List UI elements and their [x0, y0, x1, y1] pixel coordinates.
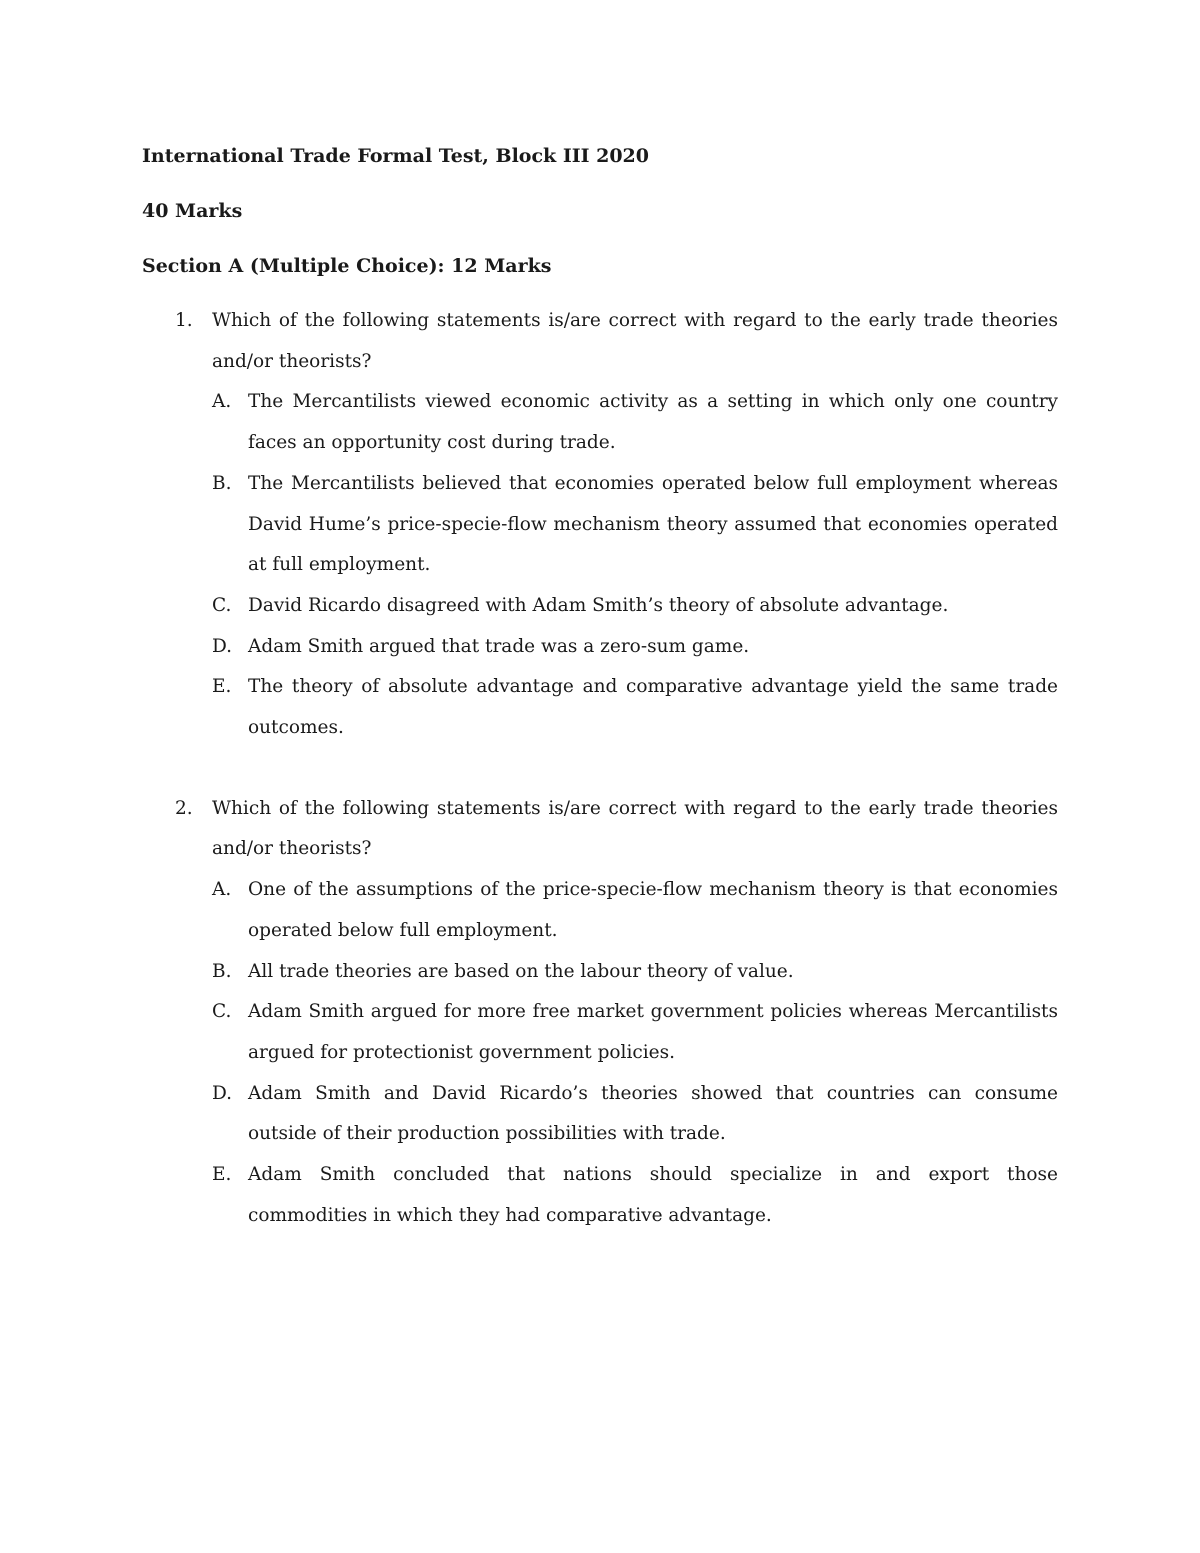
option-letter: C. — [212, 594, 232, 616]
option-text: The Mercantilists believed that economies operated below full employment whereas David Hume’s price-specie-flow mechanism theory assumed that economies operated at full employment. — [248, 472, 1058, 576]
option-letter: B. — [212, 472, 232, 494]
question-text: Which of the following statements is/are correct with regard to the early trade theories and/or theorists? — [212, 797, 1058, 860]
option-letter: D. — [212, 635, 233, 657]
section-heading: Section A (Multiple Choice): 12 Marks — [142, 255, 552, 277]
question-list — [142, 301, 1058, 1236]
option-text: All trade theories are based on the labour theory of value. — [248, 960, 794, 982]
option-letter: E. — [212, 676, 232, 698]
option-1d — [212, 627, 1058, 668]
option-text: David Ricardo disagreed with Adam Smith’s theory of absolute advantage. — [248, 594, 949, 616]
option-2c — [212, 992, 1058, 1073]
option-1b — [212, 464, 1058, 586]
option-text: Adam Smith concluded that nations should specialize in and export those commodities in which they had comparative advantage. — [248, 1164, 1058, 1226]
option-letter: A. — [212, 391, 232, 413]
question-number: 1. — [175, 310, 193, 331]
option-2e — [212, 1155, 1058, 1236]
option-text: Adam Smith argued for more free market government policies whereas Mercantilists argued for protectionist government policies. — [248, 1001, 1058, 1063]
option-2a — [212, 870, 1058, 951]
option-text: The Mercantilists viewed economic activity as a setting in which only one country faces an opportunity cost during trade. — [248, 391, 1058, 454]
question-number: 2. — [175, 797, 193, 819]
option-letter: A. — [212, 879, 232, 901]
option-text: The theory of absolute advantage and comparative advantage yield the same trade outcomes. — [248, 676, 1058, 739]
total-marks: 40 Marks — [142, 200, 243, 222]
question-2 — [142, 789, 1058, 1237]
document-content — [142, 136, 1058, 1276]
option-text: Adam Smith argued that trade was a zero-sum game. — [248, 635, 750, 657]
option-1e — [212, 667, 1058, 748]
option-text: One of the assumptions of the price-specie-flow mechanism theory is that economies operated below full employment. — [248, 879, 1058, 941]
option-letter: D. — [212, 1082, 233, 1104]
document-title: International Trade Formal Test, Block III 2020 — [142, 145, 649, 167]
option-list — [212, 870, 1058, 1236]
option-text: Adam Smith and David Ricardo’s theories showed that countries can consume outside of their production possibilities with trade. — [248, 1082, 1058, 1145]
option-letter: E. — [212, 1164, 232, 1186]
question-text: Which of the following statements is/are correct with regard to the early trade theories and/or theorists? — [212, 310, 1058, 372]
option-list — [212, 382, 1058, 748]
option-letter: B. — [212, 960, 232, 982]
option-2d — [212, 1074, 1058, 1155]
option-letter: C. — [212, 1001, 232, 1023]
option-1a — [212, 382, 1058, 463]
option-2b — [212, 952, 1058, 993]
option-1c — [212, 586, 1058, 627]
question-1 — [142, 301, 1058, 749]
